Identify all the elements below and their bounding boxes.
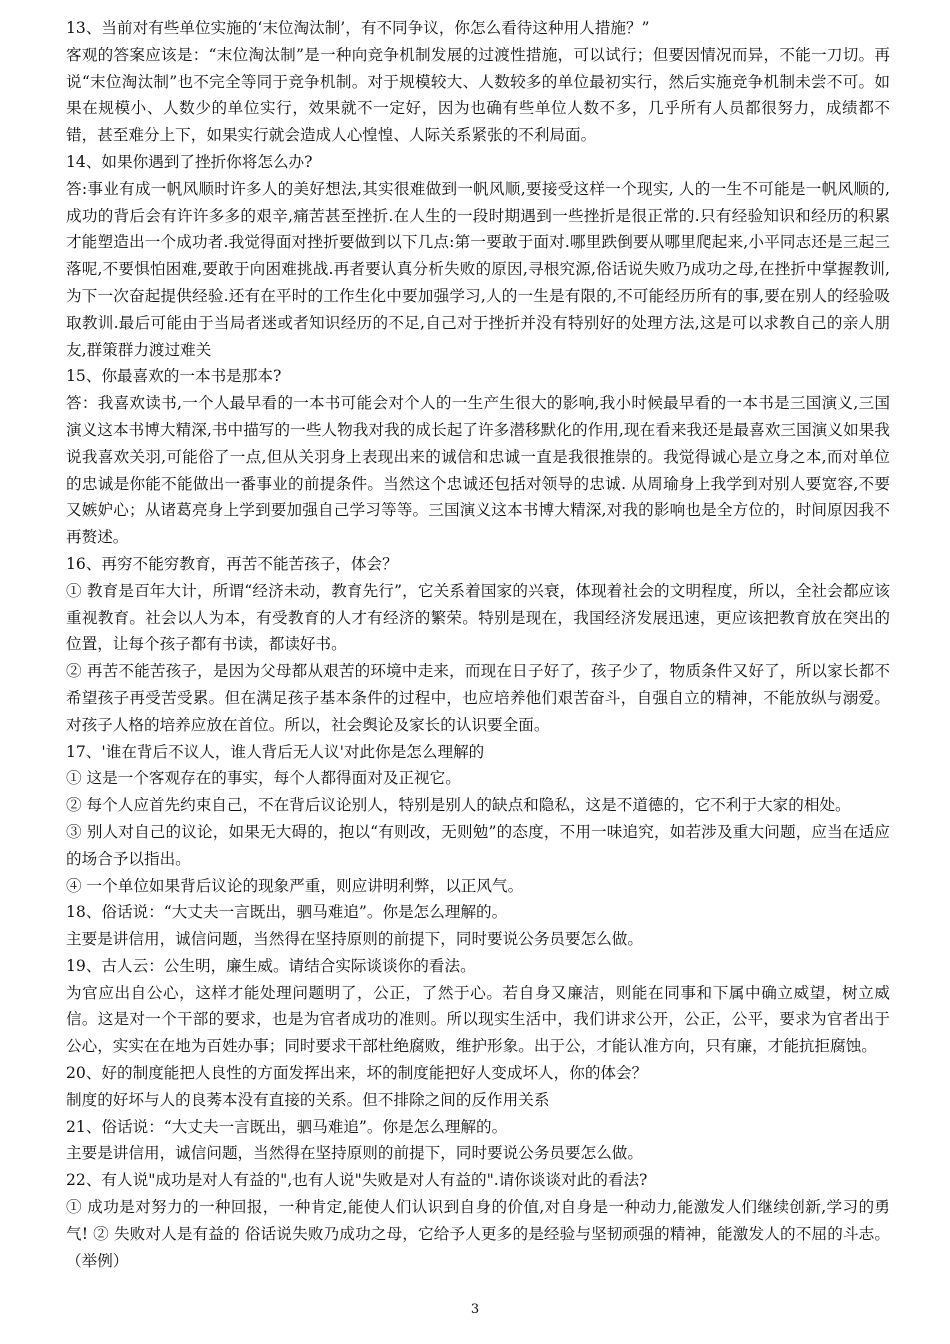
answer-17-point-2: ② 每个人应首先约束自己，不在背后议论别人，特别是别人的缺点和隐私，这是不道德的，它不利于大家的相处。 — [66, 796, 851, 815]
answer-18: 主要是讲信用，诚信问题，当然得在坚持原则的前提下，同时要说公务员要怎么做。 — [66, 930, 643, 949]
answer-19: 为官应出自公心，这样才能处理问题明了，公正，了然于心。若自身又廉洁，则能在同事和下属中确立威望，树立威信。这是对一个干部的要求，也是为官者成功的准则。所以现实生活中，我们讲求公开，公正，公平，要求为官者出于公心，实实在在地为百姓办事；同时要求干部杜绝腐败，维护形象。出于公，才能认准方向，只有廉，才能抗拒腐蚀。 — [66, 983, 890, 1056]
question-15: 15、你最喜欢的一本书是那本? — [66, 367, 282, 386]
answer-15: 答：我喜欢读书,一个人最早看的一本书可能会对个人的一生产生很大的影响,我小时候最早看的一本书是三国演义,三国演义这本书博大精深,书中描写的一些人物我对我的成长起了许多潜移默化的作用,现在看来我还是最喜欢三国演义如果我说我喜欢关羽,可能俗了一点,但从关羽身上表现出来的诚信和忠诚一直是我很推崇的。我觉得诚心是立身之本,而对单位的忠诚是你能不能做出一番事业的前提条件。当然这个忠诚还包括对领导的忠诚. 从周瑜身上我学到对别人要宽容,不要又嫉妒心；从诸葛亮身上学到要加强自己学习等等。三国演义这本书博大精深,对我的影响也是全方位的，时间原因我不再赘述。 — [66, 394, 890, 547]
answer-14: 答:事业有成一帆风顺时许多人的美好想法,其实很难做到一帆风顺,要接受这样一个现实, 人的一生不可能是一帆风顺的,成功的背后会有许许多多的艰辛,痛苦甚至挫折.在人生的一段时期遇到一些挫折是很正常的.只有经验知识和经历的积累才能塑造出一个成功者.我觉得面对挫折要做到以下几点:第一要敢于面对.哪里跌倒要从哪里爬起来,小平同志还是三起三落呢,不要惧怕困难,要敢于向困难挑战.再者要认真分析失败的原因,寻根究源,俗话说失败乃成功之母,在挫折中掌握教训,为下一次奋起提供经验.还有在平时的工作生化中要加强学习,人的一生是有限的,不可能经历所有的事,要在别人的经验吸取教训.最后可能由于当局者迷或者知识经历的不足,自己对于挫折并没有特别好的处理方法,这是可以求教自己的亲人朋友,群策群力渡过难关 — [66, 179, 890, 359]
answer-22: ① 成功是对努力的一种回报，一种肯定,能使人们认识到自身的价值,对自身是一种动力,能激发人们继续创新,学习的勇气! ② 失败对人是有益的 俗话说失败乃成功之母，它给予人更多的是经验与坚韧顽强的精神，能激发人的不屈的斗志。（举例） — [66, 1198, 890, 1270]
answer-17-point-1: ① 这是一个客观存在的事实，每个人都得面对及正视它。 — [66, 769, 461, 788]
question-20: 20、好的制度能把人良性的方面发挥出来，坏的制度能把好人变成坏人，你的体会？ — [66, 1064, 648, 1083]
question-14: 14、如果你遇到了挫折你将怎么办? — [66, 152, 313, 171]
answer-21: 主要是讲信用，诚信问题，当然得在坚持原则的前提下，同时要说公务员要怎么做。 — [66, 1144, 643, 1163]
answer-16-point-2: ② 再苦不能苦孩子，是因为父母都从艰苦的环境中走来，而现在日子好了，孩子少了，物质条件又好了，所以家长都不希望孩子再受苦受累。但在满足孩子基本条件的过程中，也应培养他们艰苦奋斗，自强自立的精神，不能放纵与溺爱。对孩子人格的培养应放在首位。所以，社会舆论及家长的认识要全面。 — [66, 662, 890, 734]
answer-17-point-3: ③ 别人对自己的议论，如果无大碍的，抱以“有则改，无则勉”的态度，不用一味追究，如若涉及重大问题，应当在适应的场合予以指出。 — [66, 822, 890, 868]
answer-17-point-4: ④ 一个单位如果背后议论的现象严重，则应讲明利弊，以正风气。 — [66, 876, 524, 895]
document-body — [66, 15, 890, 1274]
question-21: 21、俗话说：“大丈夫一言既出，驷马难追”。你是怎么理解的。 — [66, 1117, 508, 1136]
page-number: 3 — [470, 1302, 480, 1317]
answer-13: 客观的答案应该是：“末位淘汰制”是一种向竞争机制发展的过渡性措施，可以试行；但要因情况而异，不能一刀切。再说“末位淘汰制”也不完全等同于竞争机制。对于规模较大、人数较多的单位最初实行，然后实施竞争机制未尝不可。如果在规模小、人数少的单位实行，效果就不一定好，因为也确有些单位人数不多，几乎所有人员都很努力，成绩都不错，甚至难分上下，如果实行就会造成人心惶惶、人际关系紧张的不利局面。 — [66, 45, 890, 145]
question-22: 22、有人说"成功是对人有益的",也有人说"失败是对人有益的".请你谈谈对此的看法? — [66, 1171, 648, 1190]
question-17: 17、'谁在背后不议人，谁人背后无人议'对此你是怎么理解的 — [66, 742, 485, 761]
question-16: 16、再穷不能穷教育，再苦不能苦孩子，体会？ — [66, 554, 398, 573]
answer-20: 制度的好坏与人的良莠本没有直接的关系。但不排除之间的反作用关系 — [66, 1090, 550, 1109]
question-13: 13、当前对有些单位实施的‘末位淘汰制’，有不同争议，你怎么看待这种用人措施？” — [66, 19, 650, 37]
answer-16-point-1: ① 教育是百年大计，所谓“经济未动，教育先行”，它关系着国家的兴衰，体现着社会的文明程度，所以，全社会都应该重视教育。社会以人为本，有受教育的人才有经济的繁荣。特别是现在，我国经济发展迅速，更应该把教育放在突出的位置，让每个孩子都有书读，都读好书。 — [66, 581, 890, 654]
question-19: 19、古人云：公生明，廉生威。请结合实际谈谈你的看法。 — [66, 956, 476, 975]
question-18: 18、俗话说：“大丈夫一言既出，驷马难追”。你是怎么理解的。 — [66, 903, 508, 922]
